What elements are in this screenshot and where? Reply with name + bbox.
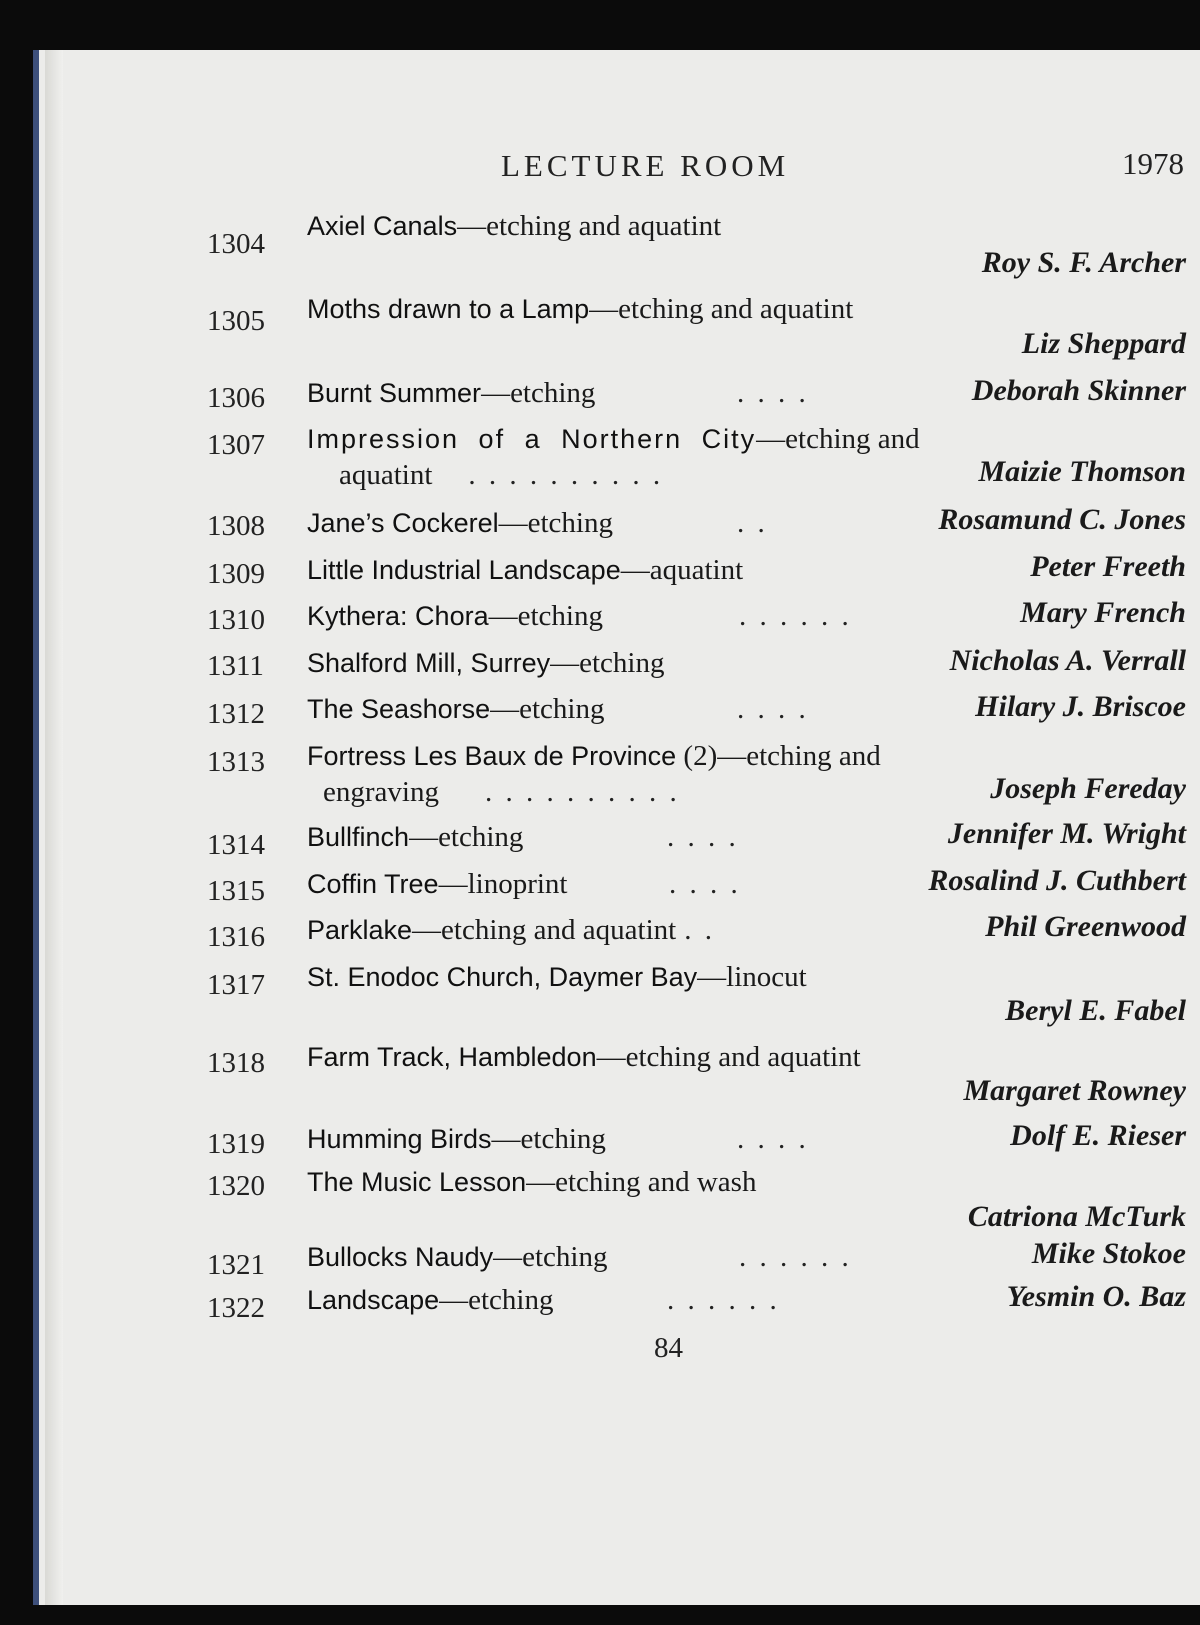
entry-title: Landscape xyxy=(307,1285,440,1315)
leader-dots: . . xyxy=(684,914,715,946)
entry-number: 1321 xyxy=(207,1249,265,1281)
entry-artist: Beryl E. Fabel xyxy=(1005,994,1186,1027)
header-year: 1978 xyxy=(1122,146,1184,181)
entry-continuation xyxy=(323,776,680,809)
entry-title: Burnt Summer xyxy=(307,378,482,408)
entry-medium: (2)—etching and xyxy=(676,740,881,772)
entry-number: 1313 xyxy=(207,746,265,778)
entry-artist: Roy S. F. Archer xyxy=(981,246,1186,279)
entry-title: Bullfinch xyxy=(307,822,410,852)
entry-artist: Yesmin O. Baz xyxy=(1006,1280,1186,1313)
continuation-text: aquatint xyxy=(339,459,433,491)
entry-artist: Mary French xyxy=(1020,596,1186,629)
entry-title: Little Industrial Landscape xyxy=(307,555,621,585)
entry-medium: —etching xyxy=(493,1241,608,1273)
entry-title: Farm Track, Hambledon xyxy=(307,1042,597,1072)
entry-medium: —etching xyxy=(481,377,596,409)
entry-title: The Seashorse xyxy=(307,694,491,724)
entry-number: 1312 xyxy=(207,698,265,730)
entry-medium: —etching and aquatint xyxy=(412,914,677,946)
running-header xyxy=(39,148,1200,188)
entry-number: 1308 xyxy=(207,510,265,542)
entry-number: 1319 xyxy=(207,1128,265,1160)
entry-number: 1306 xyxy=(207,382,265,414)
entry-artist: Maizie Thomson xyxy=(978,455,1186,488)
entry-artist: Dolf E. Rieser xyxy=(1010,1119,1186,1152)
entry-artist: Liz Sheppard xyxy=(1021,327,1186,360)
entry-artist: Nicholas A. Verrall xyxy=(949,644,1186,677)
leader-dots: . . xyxy=(737,507,768,539)
entry-number: 1318 xyxy=(207,1047,265,1079)
entry-artist: Peter Freeth xyxy=(1030,550,1186,583)
entry-medium: —linoprint xyxy=(438,868,568,900)
entry-medium: —linocut xyxy=(697,961,807,993)
entry-title: Kythera: Chora xyxy=(307,601,489,631)
page-edge xyxy=(45,50,63,1605)
book-page xyxy=(33,50,1200,1605)
leader-dots: . . . . xyxy=(667,821,739,853)
entry-line xyxy=(307,423,1186,456)
entry-title: The Music Lesson xyxy=(307,1167,527,1197)
entry-number: 1310 xyxy=(207,604,265,636)
entry-number: 1305 xyxy=(207,305,265,337)
entry-number: 1316 xyxy=(207,921,265,953)
section-title: LECTURE ROOM xyxy=(501,148,790,183)
entry-number: 1311 xyxy=(207,650,264,682)
entry-medium: —etching xyxy=(498,507,613,539)
entry-line xyxy=(307,740,1186,773)
entry-medium: —aquatint xyxy=(620,554,744,586)
entry-number: 1314 xyxy=(207,829,265,861)
entry-medium: —etching xyxy=(550,647,665,679)
entry-title: Impression of a Northern City xyxy=(307,424,757,454)
entry-line xyxy=(307,961,1186,994)
entry-artist: Catriona McTurk xyxy=(967,1200,1186,1233)
entry-medium: —etching xyxy=(439,1284,554,1316)
entry-title: Parklake xyxy=(307,915,413,945)
entry-artist: Hilary J. Briscoe xyxy=(975,690,1186,723)
entry-artist: Rosalind J. Cuthbert xyxy=(928,864,1186,897)
entry-number: 1309 xyxy=(207,558,265,590)
entry-medium: —etching xyxy=(490,693,605,725)
entry-title: Axiel Canals xyxy=(307,211,458,241)
entry-medium: —etching xyxy=(409,821,524,853)
entry-title: Coffin Tree xyxy=(307,869,439,899)
entry-artist: Deborah Skinner xyxy=(971,374,1186,407)
leader-dots: . . . . xyxy=(669,868,741,900)
entry-medium: —etching and aquatint xyxy=(596,1041,861,1073)
entry-artist: Phil Greenwood xyxy=(985,910,1186,943)
entry-line xyxy=(307,210,1186,243)
entry-title: Fortress Les Baux de Province xyxy=(307,741,677,771)
entry-artist: Margaret Rowney xyxy=(963,1074,1186,1107)
entry-title: Bullocks Naudy xyxy=(307,1242,494,1272)
leader-dots: . . . . . . xyxy=(667,1284,780,1316)
leader-dots: . . . . xyxy=(737,1123,809,1155)
leader-dots: . . . . . . xyxy=(739,1241,852,1273)
entry-title: Shalford Mill, Surrey xyxy=(307,648,551,678)
entry-medium: —etching and wash xyxy=(526,1166,757,1198)
entry-title: Moths drawn to a Lamp xyxy=(307,294,590,324)
entry-artist: Joseph Fereday xyxy=(990,772,1186,805)
leader-dots: . . . . . . xyxy=(739,600,852,632)
entry-medium: —etching xyxy=(491,1123,606,1155)
continuation-text: engraving xyxy=(323,776,439,808)
entry-medium: —etching and aquatint xyxy=(589,293,854,325)
leader-dots: . . . . xyxy=(737,377,809,409)
page-number: 84 xyxy=(654,1332,683,1364)
leader-dots: . . . . . . . . . . xyxy=(468,459,664,491)
entry-medium: —etching xyxy=(488,600,603,632)
entry-title: Humming Birds xyxy=(307,1124,492,1154)
entry-artist: Rosamund C. Jones xyxy=(938,503,1186,536)
entry-continuation xyxy=(339,459,663,492)
entry-title: St. Enodoc Church, Daymer Bay xyxy=(307,962,698,992)
entry-line xyxy=(307,1166,1186,1199)
leader-dots: . . . . . . . . . . xyxy=(484,776,680,808)
entry-line xyxy=(307,1041,1186,1074)
entry-number: 1307 xyxy=(207,429,265,461)
entry-medium: —etching and xyxy=(756,423,920,455)
entry-artist: Mike Stokoe xyxy=(1031,1237,1186,1270)
entry-number: 1304 xyxy=(207,228,265,260)
entry-number: 1320 xyxy=(207,1170,265,1202)
entry-number: 1315 xyxy=(207,875,265,907)
leader-dots: . . . . xyxy=(737,693,809,725)
entry-title: Jane’s Cockerel xyxy=(307,508,499,538)
entry-number: 1317 xyxy=(207,969,265,1001)
entry-artist: Jennifer M. Wright xyxy=(947,817,1186,850)
entry-number: 1322 xyxy=(207,1292,265,1324)
entry-medium: —etching and aquatint xyxy=(457,210,722,242)
entry-line xyxy=(307,293,1186,326)
